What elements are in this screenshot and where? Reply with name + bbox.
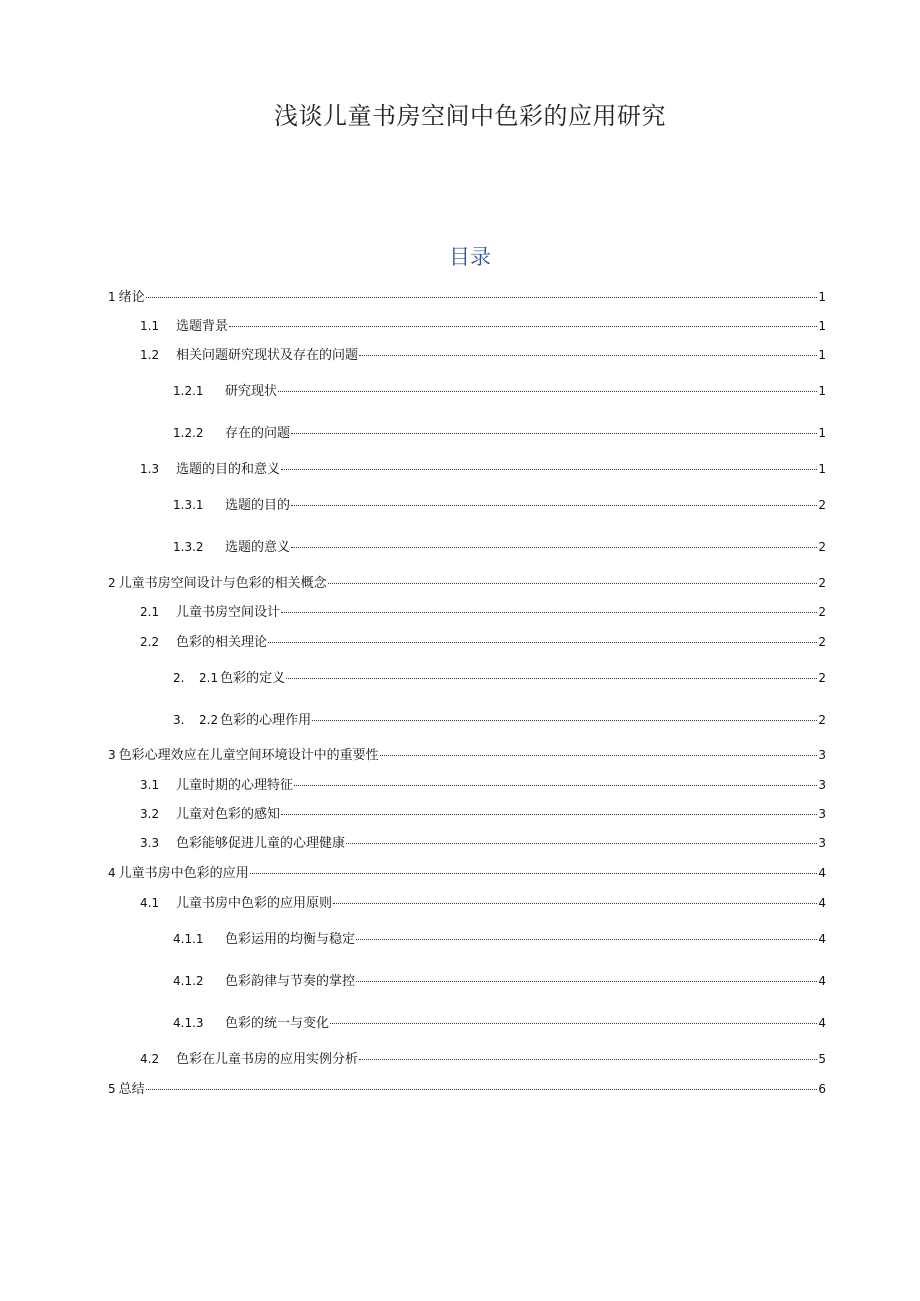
toc-entry[interactable]	[173, 538, 826, 556]
toc-entry-label: 色彩的定义	[220, 671, 286, 686]
toc-entry-number: 2.2	[140, 635, 160, 649]
toc-entry-label: 儿童书房中色彩的应用原则	[176, 896, 333, 911]
toc-entry-page: 1	[818, 290, 826, 304]
toc-entry-page: 4	[818, 932, 826, 946]
toc-entry-page: 4	[818, 896, 826, 910]
toc-entry-label: 总结	[118, 1082, 145, 1097]
toc-leader-dots	[278, 391, 817, 392]
document-title: 浅谈儿童书房空间中色彩的应用研究	[274, 102, 666, 130]
toc-entry[interactable]	[108, 288, 826, 306]
toc-entry-number: 4.1	[140, 896, 160, 910]
toc-entry[interactable]	[173, 930, 826, 948]
toc-entry[interactable]	[173, 1014, 826, 1032]
toc-entry[interactable]	[173, 382, 826, 400]
toc-entry-page: 1	[818, 426, 826, 440]
toc-entry[interactable]	[173, 972, 826, 990]
toc-entry-label: 色彩能够促进儿童的心理健康	[176, 836, 346, 851]
toc-leader-dots	[281, 469, 817, 470]
toc-entry-page: 1	[818, 348, 826, 362]
toc-leader-dots	[359, 355, 817, 356]
toc-entry-number: 4.2	[140, 1052, 160, 1066]
toc-entry-number: 1.3	[140, 462, 160, 476]
toc-leader-dots	[294, 785, 817, 786]
toc-entry-page: 6	[818, 1082, 826, 1096]
toc-entry[interactable]	[173, 496, 826, 514]
toc-leader-dots	[346, 843, 817, 844]
toc-leader-dots	[268, 642, 817, 643]
toc-entry-label: 研究现状	[225, 384, 278, 399]
toc-leader-dots	[229, 326, 817, 327]
toc-entry-number: 1	[108, 290, 116, 304]
toc-entry-number: 4	[108, 866, 116, 880]
toc-entry[interactable]	[140, 776, 826, 794]
toc-leader-dots	[250, 873, 818, 874]
toc-entry-number: 2.1	[140, 605, 160, 619]
toc-leader-dots	[330, 1023, 817, 1024]
toc-entry-page: 4	[818, 866, 826, 880]
toc-entry-label: 选题的目的和意义	[176, 462, 281, 477]
toc-entry-number: 1.2	[140, 348, 160, 362]
toc-entry-page: 3	[818, 807, 826, 821]
toc-entry-page: 2	[818, 635, 826, 649]
toc-entry-label: 色彩心理效应在儿童空间环境设计中的重要性	[118, 748, 379, 763]
toc-entry-number: 5	[108, 1082, 116, 1096]
toc-leader-dots	[286, 678, 817, 679]
toc-entry-subnumber: 2.2	[199, 713, 219, 727]
toc-entry-page: 2	[818, 671, 826, 685]
toc-entry-page: 2	[818, 605, 826, 619]
toc-entry[interactable]	[173, 669, 826, 687]
toc-entry-label: 选题背景	[176, 319, 229, 334]
toc-entry-number: 3.3	[140, 836, 160, 850]
toc-entry-label: 绪论	[118, 290, 145, 305]
toc-entry[interactable]	[173, 711, 826, 729]
toc-entry-page: 2	[818, 713, 826, 727]
toc-entry-label: 选题的意义	[225, 540, 291, 555]
toc-entry-label: 色彩的心理作用	[220, 713, 312, 728]
toc-entry-label: 色彩韵律与节奏的掌控	[225, 974, 356, 989]
toc-entry-page: 3	[818, 836, 826, 850]
toc-entry-number: 1.2.2	[173, 426, 204, 440]
toc-entry-number: 2	[108, 576, 116, 590]
toc-entry[interactable]	[140, 894, 826, 912]
toc-entry[interactable]	[108, 574, 826, 592]
toc-entry[interactable]	[140, 1050, 826, 1068]
toc-entry-label: 儿童对色彩的感知	[176, 807, 281, 822]
toc-entry-number: 2.	[173, 671, 185, 685]
toc-entry-page: 4	[818, 1016, 826, 1030]
toc-leader-dots	[281, 814, 817, 815]
toc-entry-number: 1.3.2	[173, 540, 204, 554]
toc-entry-label: 存在的问题	[225, 426, 291, 441]
toc-entry-label: 选题的目的	[225, 498, 291, 513]
toc-entry-number: 1.1	[140, 319, 160, 333]
toc-entry-number: 3	[108, 748, 116, 762]
toc-entry-number: 3.	[173, 713, 185, 727]
toc-entry-label: 儿童书房空间设计	[176, 605, 281, 620]
toc-entry[interactable]	[108, 746, 826, 764]
toc-leader-dots	[333, 903, 817, 904]
toc-entry-page: 2	[818, 498, 826, 512]
toc-entry-number: 1.3.1	[173, 498, 204, 512]
toc-entry[interactable]	[140, 460, 826, 478]
toc-entry[interactable]	[140, 317, 826, 335]
toc-entry-page: 5	[818, 1052, 826, 1066]
toc-entry-label: 色彩运用的均衡与稳定	[225, 932, 356, 947]
toc-entry-number: 1.2.1	[173, 384, 204, 398]
toc-entry-number: 3.1	[140, 778, 160, 792]
toc-entry-page: 1	[818, 319, 826, 333]
toc-leader-dots	[328, 583, 818, 584]
toc-entry-label: 色彩的统一与变化	[225, 1016, 330, 1031]
toc-entry-label: 儿童时期的心理特征	[176, 778, 294, 793]
toc-entry-label: 色彩的相关理论	[176, 635, 268, 650]
toc-entry-page: 3	[818, 778, 826, 792]
toc-heading: 目录	[449, 245, 491, 269]
toc-entry-number: 4.1.1	[173, 932, 204, 946]
toc-entry[interactable]	[140, 805, 826, 823]
toc-entry-page: 3	[818, 748, 826, 762]
toc-leader-dots	[291, 547, 817, 548]
toc-entry-subnumber: 2.1	[199, 671, 219, 685]
toc-entry-page: 2	[818, 540, 826, 554]
toc-entry[interactable]	[173, 424, 826, 442]
toc-entry-label: 儿童书房空间设计与色彩的相关概念	[118, 576, 327, 591]
toc-entry[interactable]	[140, 834, 826, 852]
toc-entry-page: 1	[818, 384, 826, 398]
toc-leader-dots	[146, 1089, 818, 1090]
toc-entry-label: 儿童书房中色彩的应用	[118, 866, 249, 881]
toc-leader-dots	[281, 612, 817, 613]
toc-leader-dots	[359, 1059, 817, 1060]
toc-entry[interactable]	[108, 864, 826, 882]
toc-entry[interactable]	[140, 633, 826, 651]
toc-leader-dots	[356, 939, 817, 940]
toc-entry-page: 1	[818, 462, 826, 476]
toc-entry-label: 相关问题研究现状及存在的问题	[176, 348, 359, 363]
toc-leader-dots	[312, 720, 817, 721]
toc-entry[interactable]	[108, 1080, 826, 1098]
toc-entry-number: 4.1.3	[173, 1016, 204, 1030]
toc-leader-dots	[291, 505, 817, 506]
toc-leader-dots	[380, 755, 818, 756]
toc-leader-dots	[356, 981, 817, 982]
toc-entry-page: 4	[818, 974, 826, 988]
toc-entry[interactable]	[140, 603, 826, 621]
toc-entry-number: 4.1.2	[173, 974, 204, 988]
toc-leader-dots	[291, 433, 817, 434]
toc-leader-dots	[146, 297, 818, 298]
toc-entry[interactable]	[140, 346, 826, 364]
toc-entry-label: 色彩在儿童书房的应用实例分析	[176, 1052, 359, 1067]
toc-entry-page: 2	[818, 576, 826, 590]
toc-entry-number: 3.2	[140, 807, 160, 821]
